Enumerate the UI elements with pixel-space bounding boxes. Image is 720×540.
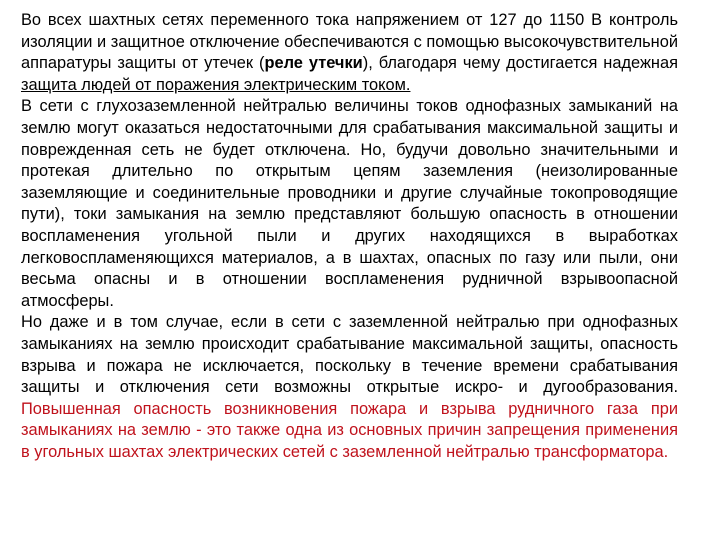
paragraph-1-text-b: ), благодаря чему достигается надежная bbox=[362, 54, 678, 73]
paragraph-2-text: В сети с глухозаземленной нейтралью величины токов однофазных замыканий на землю могут оказаться недостаточными для срабатывания максимальной защиты и поврежденная сеть не будет отключена. Но, будучи довольно значительными и протекая длительно по открытым цепям заземления (неизолированные заземляющие и соединительные проводники и другие случайные токопроводящие пути), токи замыкания на землю представляют большую опасность в отношении воспламенения угольной пыли и других находящихся в выработках легковоспламеняющихся материалов, а в шахтах, опасных по газу или пыли, они весьма опасны и в отношении воспламенения рудничной взрывоопасной атмосферы. bbox=[21, 97, 678, 310]
paragraph-3-red-text: Повышенная опасность возникновения пожара и взрыва рудничного газа при замыканиях на землю - это также одна из основных причин запрещения применения в угольных шахтах электрических сетей с заземленной нейтралью трансформатора. bbox=[21, 399, 678, 461]
paragraph-1-text-a: Во всех шахтных сетях переменного тока напряжением от 127 до 1150 В контроль изоляции и защитное отключение обеспечиваются с помощью высокочувствительной аппаратуры защиты от утечек ( bbox=[21, 11, 678, 73]
paragraph-1-bold-term: реле утечки bbox=[264, 54, 363, 73]
paragraph-2 bbox=[21, 96, 678, 312]
paragraph-1 bbox=[21, 10, 678, 96]
paragraph-3-text: Но даже и в том случае, если в сети с заземленной нейтралью при однофазных замыканиях на землю происходит срабатывание максимальной защиты, опасность взрыва и пожара не исключается, поскольку в течение времени срабатывания защиты и отключения сети возможны открытые искро- и дугообразования. bbox=[21, 313, 678, 397]
paragraph-3 bbox=[21, 312, 678, 463]
paragraph-1-underlined-text: защита людей от поражения электрическим током. bbox=[21, 75, 411, 94]
text-block bbox=[21, 10, 678, 463]
